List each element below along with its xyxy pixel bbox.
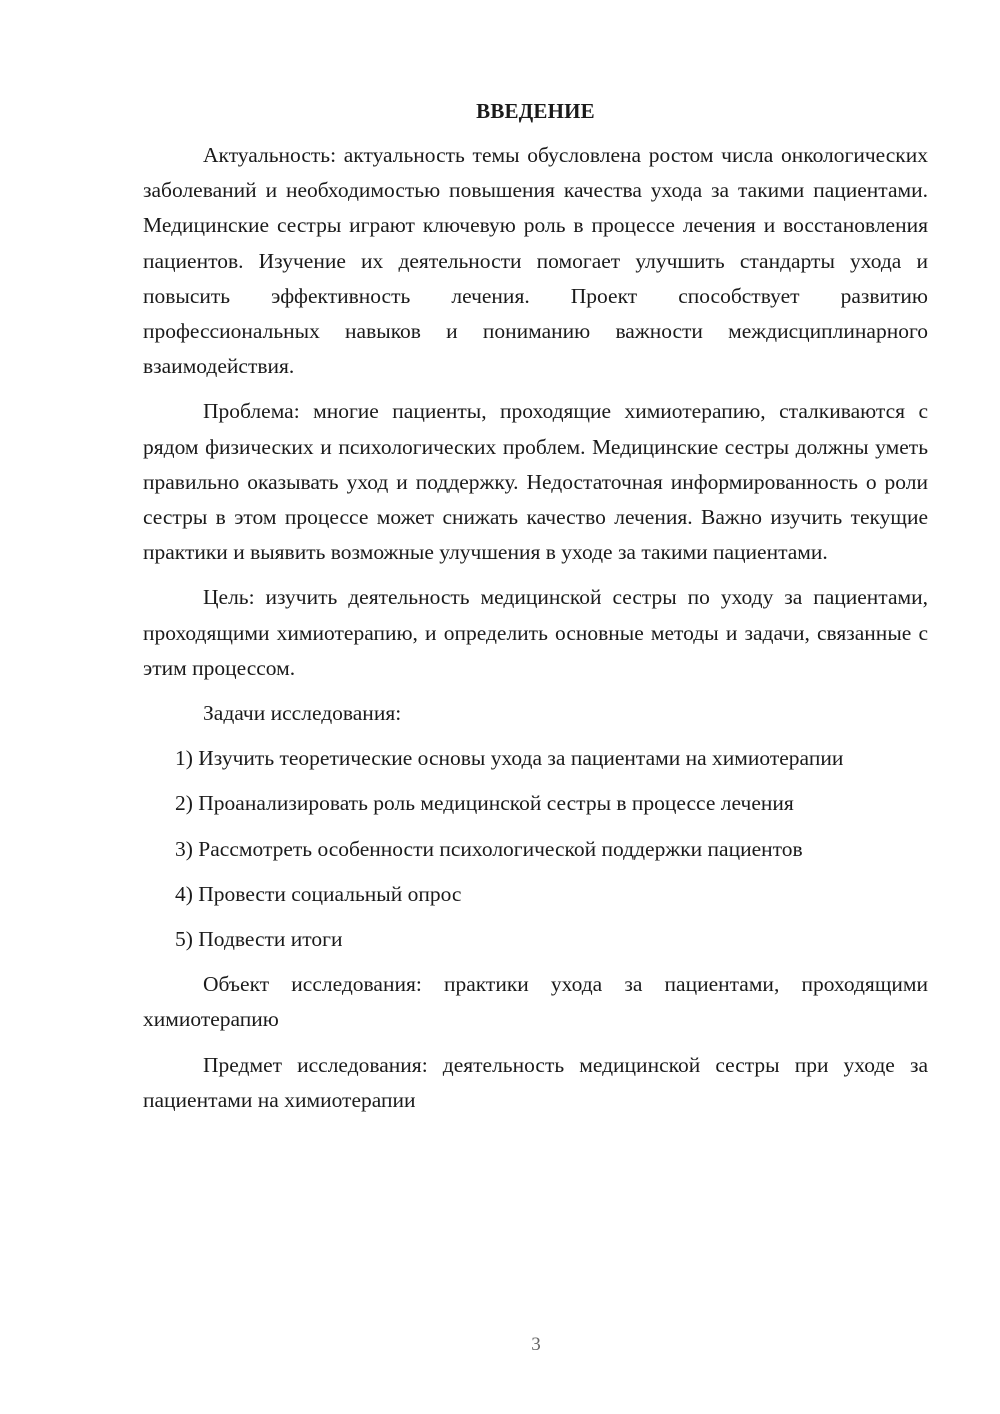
object-paragraph: Объект исследования: практики ухода за пациентами, проходящими химиотерапию	[143, 972, 928, 1032]
task-item-1: 1) Изучить теоретические основы ухода за пациентами на химиотерапии	[175, 746, 844, 771]
goal-paragraph: Цель: изучить деятельность медицинской сестры по уходу за пациентами, проходящими химиотерапию, и определить основные методы и задачи, связанные с этим процессом.	[143, 585, 928, 680]
task-item-3: 3) Рассмотреть особенности психологической поддержки пациентов	[175, 836, 803, 861]
task-item-2: 2) Проанализировать роль медицинской сестры в процессе лечения	[175, 791, 794, 816]
page-content	[143, 96, 928, 1128]
page-number: 3	[531, 1334, 541, 1355]
relevance-paragraph: Актуальность: актуальность темы обусловлена ростом числа онкологических заболеваний и необходимостью повышения качества ухода за такими пациентами. Медицинские сестры играют ключевую роль в процессе лечения и восстановления пациентов. Изучение их деятельности помогает улучшить стандарты ухода и повысить эффективность лечения. Проект способствует развитию профессиональных навыков и пониманию важности междисциплинарного взаимодействия.	[143, 143, 928, 379]
tasks-heading: Задачи исследования:	[203, 701, 402, 726]
task-item-4: 4) Провести социальный опрос	[175, 881, 462, 906]
subject-paragraph: Предмет исследования: деятельность медицинской сестры при уходе за пациентами на химиотерапии	[143, 1052, 928, 1112]
page-title: ВВЕДЕНИЕ	[476, 99, 595, 123]
task-item-5: 5) Подвести итоги	[175, 927, 343, 952]
problem-paragraph: Проблема: многие пациенты, проходящие химиотерапию, сталкиваются с рядом физических и психологических проблем. Медицинские сестры должны уметь правильно оказывать уход и поддержку. Недостаточная информированность о роли сестры в этом процессе может снижать качество лечения. Важно изучить текущие практики и выявить возможные улучшения в уходе за такими пациентами.	[143, 399, 928, 565]
